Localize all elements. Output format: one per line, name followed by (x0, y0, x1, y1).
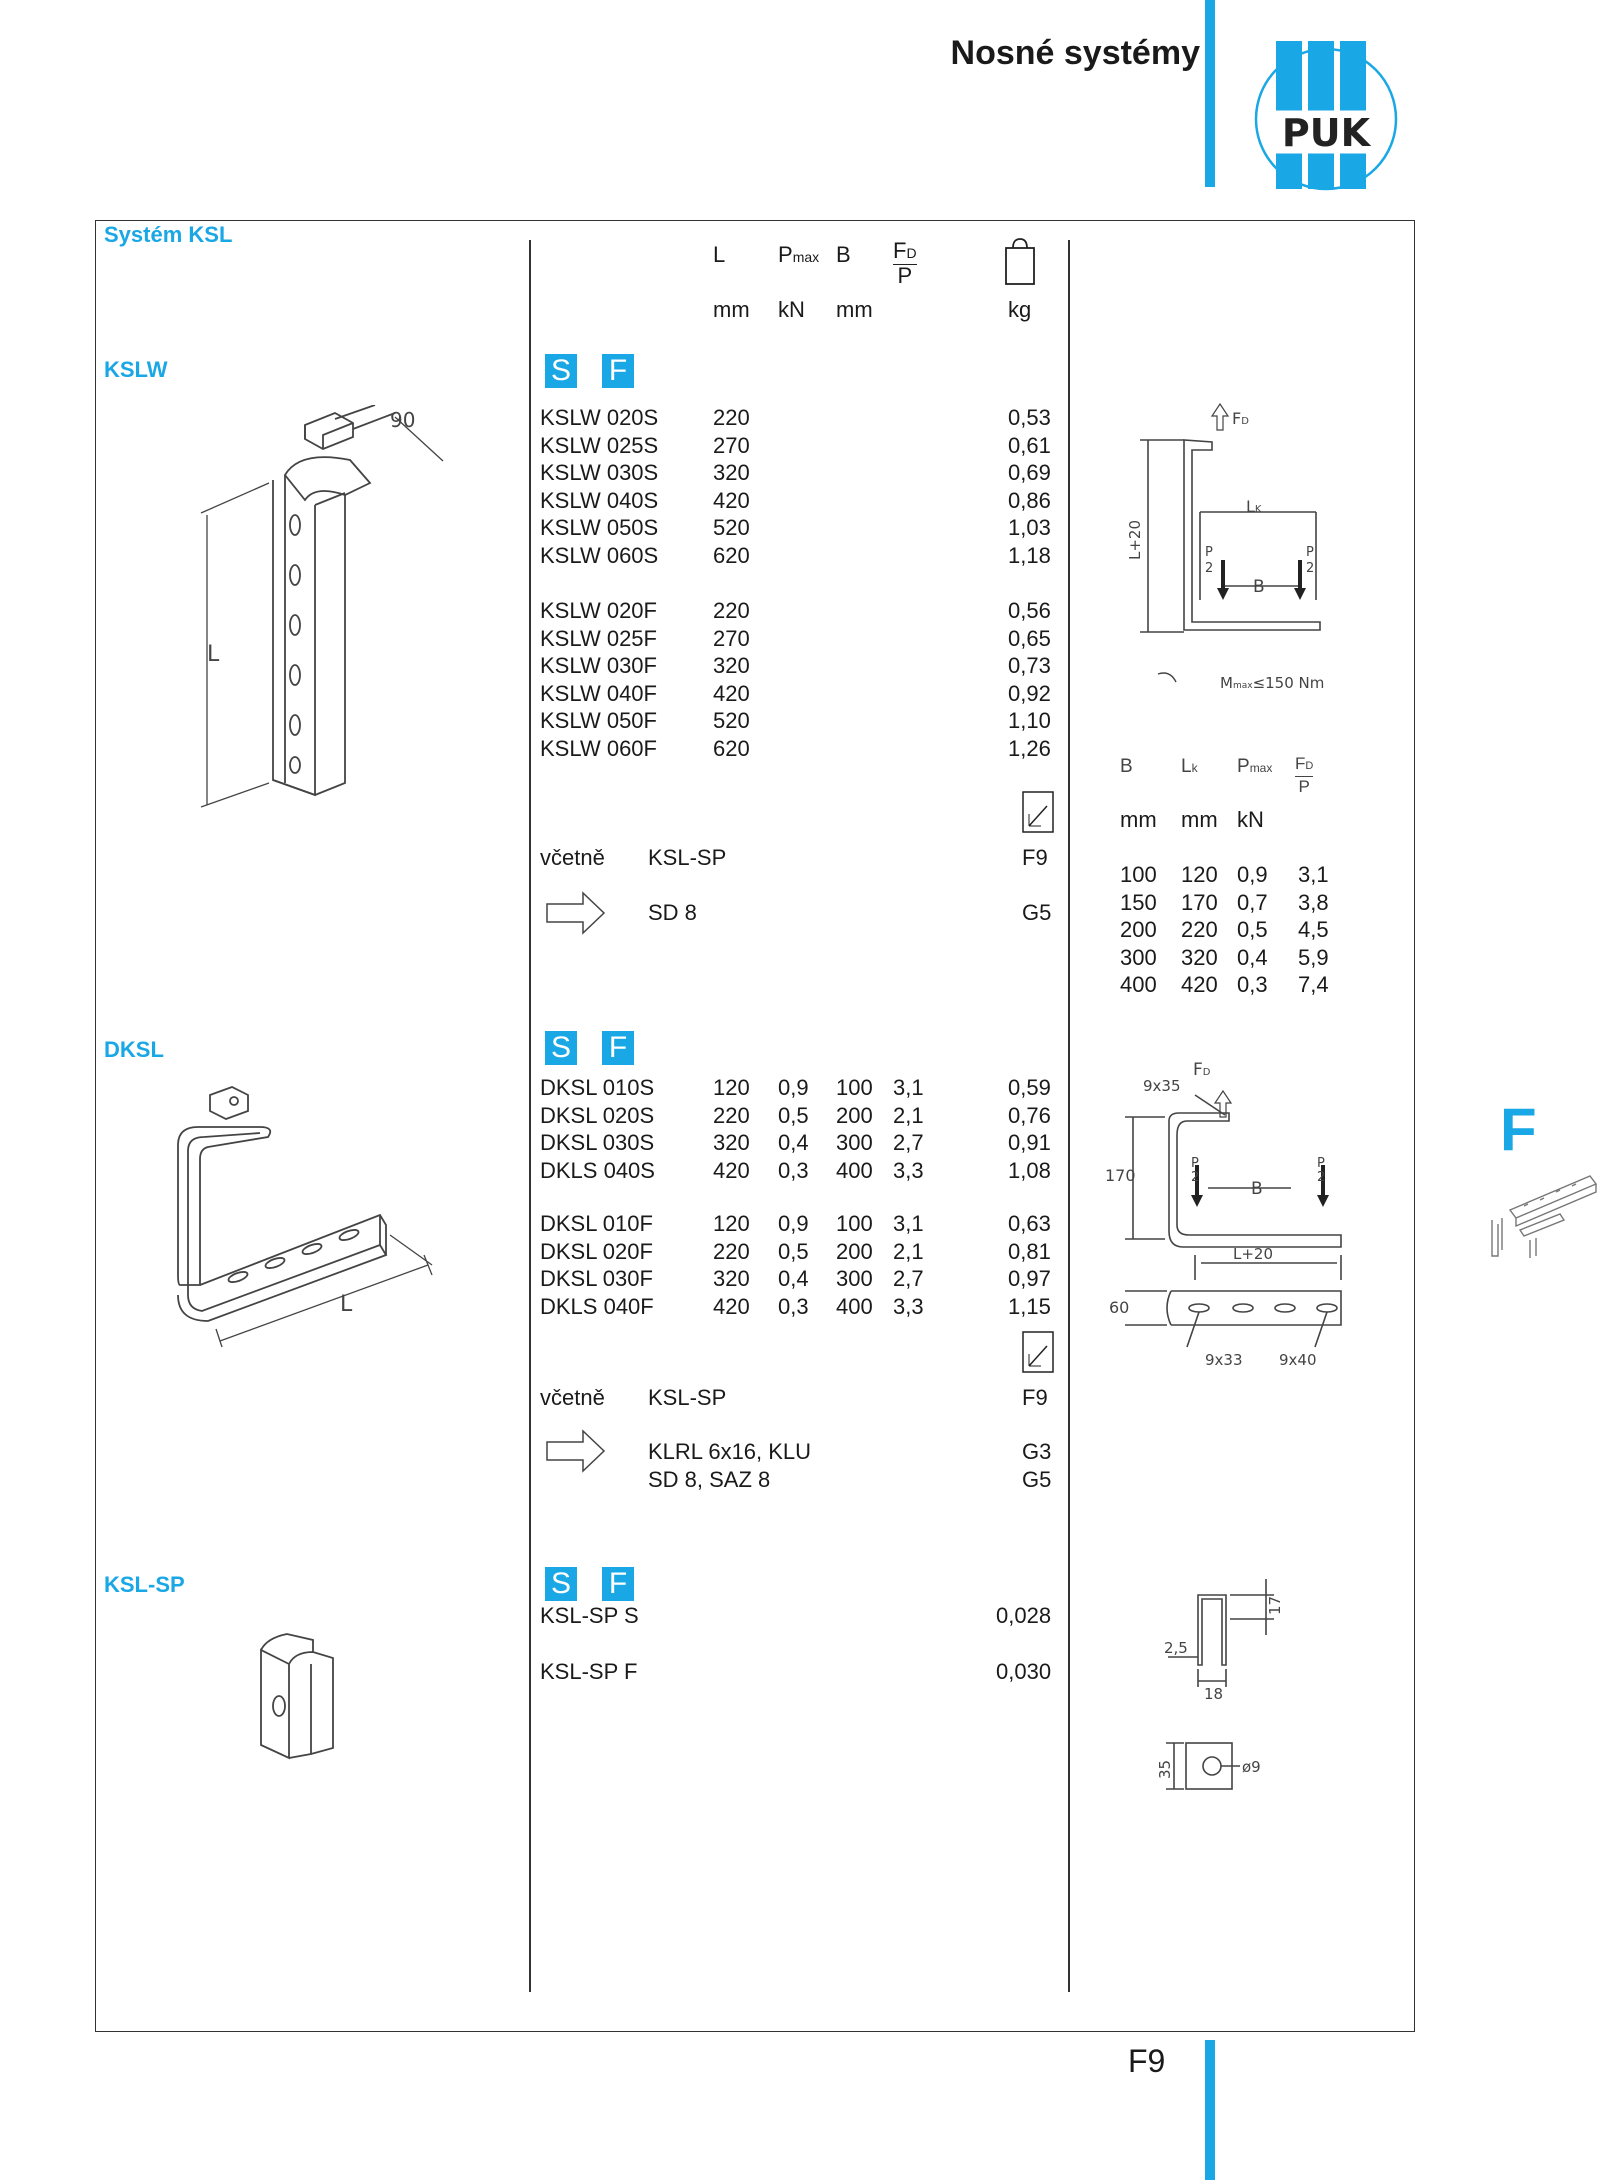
svg-text:60: 60 (1109, 1298, 1130, 1317)
table-row (540, 1211, 1060, 1239)
svg-text:ø9: ø9 (1242, 1758, 1261, 1776)
svg-text:FD: FD (1193, 1060, 1211, 1080)
cell: 3,1 (893, 1211, 924, 1236)
cell: 220 (713, 405, 750, 430)
page-number: F9 (1128, 2043, 1166, 2079)
cell: 0,81 (1008, 1238, 1051, 1264)
svg-text:B: B (1253, 577, 1265, 597)
col-L: L (713, 242, 726, 267)
load-table-unit-lk: mm (1181, 807, 1218, 832)
cell: 1,18 (1008, 542, 1051, 568)
badge-s: S (545, 1031, 577, 1065)
table-row (1120, 862, 1600, 890)
cell: 420 (713, 680, 750, 706)
section-dksl: DKSL (104, 1037, 164, 1062)
svg-text:170: 170 (1105, 1166, 1136, 1185)
table-row (540, 653, 1060, 681)
cell: 3,1 (893, 1075, 924, 1100)
table-row (540, 1075, 1060, 1103)
table-row (1120, 945, 1600, 973)
section-kslw: KSLW (104, 357, 168, 382)
kslw-load-diagram (1120, 400, 1340, 710)
cell: 0,4 (778, 1266, 809, 1291)
table-row (540, 1266, 1060, 1294)
cell: 300 (1120, 944, 1157, 970)
cell: 0,7 (1237, 889, 1268, 915)
table-row (540, 681, 1060, 709)
col-fd: FD P (893, 238, 917, 288)
column-divider-right (1068, 240, 1070, 1992)
svg-text:9x35: 9x35 (1143, 1077, 1181, 1095)
cell: 320 (713, 1130, 750, 1155)
unit-mm-b: mm (836, 297, 873, 322)
cell: KSLW 025F (540, 625, 657, 651)
svg-text:B: B (1251, 1179, 1263, 1199)
unit-kn: kN (778, 297, 805, 322)
dksl-product-drawing (160, 1085, 450, 1355)
cell: 0,92 (1008, 680, 1051, 706)
cell: 0,63 (1008, 1211, 1051, 1236)
table-row (540, 1130, 1060, 1158)
cell: 1,10 (1008, 708, 1051, 733)
cell: 420 (713, 487, 750, 513)
cell: KSLW 030F (540, 653, 657, 678)
cell: 1,15 (1008, 1293, 1051, 1319)
unit-kg: kg (1008, 297, 1032, 322)
svg-text:35: 35 (1156, 1759, 1174, 1779)
table-row (540, 515, 1060, 543)
kslw-dim-L: L (207, 642, 220, 667)
cell: 0,73 (1008, 653, 1051, 678)
cell: 150 (1120, 889, 1157, 915)
badge-f: F (602, 354, 634, 388)
kslsp-f-code: KSL-SP F (540, 1659, 638, 1684)
svg-text:2: 2 (1191, 1170, 1200, 1185)
table-row (540, 1294, 1060, 1322)
kslsp-dim-drawing (1150, 1575, 1330, 1815)
cell: 0,65 (1008, 625, 1051, 651)
cell: 0,91 (1008, 1130, 1051, 1155)
footer-accent-bar (1205, 2040, 1215, 2180)
cell: 0,76 (1008, 1102, 1051, 1128)
cell: 200 (1120, 917, 1157, 942)
cell: DKSL 020S (540, 1102, 655, 1128)
cell: 0,3 (1237, 972, 1268, 997)
puk-logo (1252, 35, 1400, 195)
kslsp-s-code: KSL-SP S (540, 1603, 639, 1628)
table-row (540, 543, 1060, 571)
svg-text:FD: FD (1232, 409, 1249, 428)
section-kslsp: KSL-SP (104, 1572, 185, 1597)
cell: 100 (1120, 862, 1157, 887)
cell: KSLW 060F (540, 735, 657, 761)
dksl-accessory-2-page: G5 (1022, 1467, 1052, 1492)
dksl-load-diagram (1105, 1055, 1355, 1385)
column-divider-left (529, 240, 531, 1992)
weight-icon (1003, 236, 1037, 288)
table-row (540, 1158, 1060, 1186)
svg-text:L+20: L+20 (1126, 519, 1144, 560)
table-row (540, 598, 1060, 626)
cell: 100 (836, 1211, 873, 1236)
table-row (540, 488, 1060, 516)
table-row (540, 626, 1060, 654)
page-ref-icon (1021, 790, 1055, 834)
cell: 0,3 (778, 1157, 809, 1183)
col-b: B (836, 242, 851, 267)
cell: 220 (1181, 917, 1218, 942)
cell: 0,9 (778, 1075, 809, 1100)
cell: 220 (713, 598, 750, 623)
unit-mm: mm (713, 297, 750, 322)
cell: 4,5 (1298, 917, 1329, 942)
cell: 0,4 (1237, 944, 1268, 970)
table-row (540, 1103, 1060, 1131)
cell: 0,5 (778, 1102, 809, 1128)
cell: KSLW 020S (540, 405, 659, 430)
arrow-icon (545, 890, 607, 936)
badge-s: S (545, 354, 577, 388)
cell: 320 (1181, 944, 1218, 970)
cell: DKLS 040S (540, 1157, 655, 1183)
kslw-includes-item: KSL-SP (648, 845, 727, 870)
cell: KSLW 060S (540, 542, 659, 568)
svg-text:LK: LK (1246, 497, 1262, 516)
cell: 0,3 (778, 1293, 809, 1319)
cell: 400 (836, 1157, 873, 1183)
cell: 520 (713, 515, 750, 540)
cell: DKSL 010F (540, 1211, 653, 1236)
dksl-includes-item: KSL-SP (648, 1385, 727, 1410)
cell: 400 (1120, 972, 1157, 997)
cell: 620 (713, 542, 750, 568)
cell: KSLW 050F (540, 708, 657, 733)
cell: 1,03 (1008, 515, 1051, 540)
svg-text:P: P (1205, 545, 1213, 560)
cell: DKSL 010S (540, 1075, 655, 1100)
dksl-dim-L: L (340, 1292, 353, 1317)
badge-f: F (602, 1567, 634, 1601)
cell: 420 (713, 1157, 750, 1183)
cell: KSLW 040F (540, 680, 657, 706)
table-row (1120, 890, 1600, 918)
cell: 0,5 (778, 1238, 809, 1264)
kslw-accessory: SD 8 (648, 900, 697, 925)
svg-text:Mmax≤150 Nm: Mmax≤150 Nm (1220, 674, 1325, 692)
kslsp-product-drawing (255, 1630, 345, 1770)
cell: 300 (836, 1130, 873, 1155)
cell: 300 (836, 1266, 873, 1291)
cell: 3,8 (1298, 889, 1329, 915)
svg-text:17: 17 (1266, 1595, 1284, 1615)
cell: 2,7 (893, 1130, 924, 1155)
cell: 420 (1181, 972, 1218, 997)
cell: KSLW 030S (540, 460, 659, 485)
cell: 320 (713, 1266, 750, 1291)
cell: 2,1 (893, 1238, 924, 1264)
table-row (1120, 917, 1600, 945)
cell: 0,86 (1008, 487, 1051, 513)
dksl-includes-page: F9 (1022, 1385, 1048, 1410)
header-accent-bar (1205, 0, 1215, 187)
dksl-accessory-2: SD 8, SAZ 8 (648, 1467, 771, 1492)
cell: 270 (713, 432, 750, 458)
load-table-head-lk: Lk (1181, 756, 1198, 777)
svg-text:2: 2 (1205, 561, 1214, 576)
cell: 0,9 (1237, 862, 1268, 887)
table-row (1120, 972, 1600, 1000)
cell: DKSL 030F (540, 1266, 653, 1291)
page-ref-icon (1021, 1330, 1055, 1374)
cell: 0,9 (778, 1211, 809, 1236)
dksl-accessory-1-page: G3 (1022, 1439, 1052, 1464)
system-title: Systém KSL (104, 222, 233, 247)
cell: DKSL 030S (540, 1130, 655, 1155)
cell: 400 (836, 1293, 873, 1319)
cell: 3,3 (893, 1293, 924, 1319)
cell: 0,61 (1008, 432, 1051, 458)
cell: KSLW 040S (540, 487, 659, 513)
kslw-dim-90: 90 (390, 408, 416, 432)
cell: 0,5 (1237, 917, 1268, 942)
svg-text:P: P (1306, 545, 1314, 560)
cell: 200 (836, 1102, 873, 1128)
svg-text:P: P (1317, 1156, 1325, 1171)
cell: DKLS 040F (540, 1293, 654, 1319)
kslw-product-drawing (185, 405, 465, 825)
cell: 3,3 (893, 1157, 924, 1183)
svg-text:2,5: 2,5 (1164, 1639, 1188, 1657)
svg-text:2: 2 (1306, 561, 1315, 576)
cell: 0,4 (778, 1130, 809, 1155)
cell: 3,1 (1298, 862, 1329, 887)
load-table-unit-b: mm (1120, 807, 1157, 832)
cell: 420 (713, 1293, 750, 1319)
dksl-includes-label: včetně (540, 1385, 605, 1410)
dksl-accessory-1: KLRL 6x16, KLU (648, 1439, 812, 1464)
kslw-includes-label: včetně (540, 845, 605, 870)
svg-text:2: 2 (1317, 1170, 1326, 1185)
col-pmax: Pmax (778, 242, 820, 267)
svg-text:9x40: 9x40 (1279, 1351, 1317, 1369)
load-table-head-b: B (1120, 756, 1133, 777)
logo-text: PUK (1281, 111, 1371, 155)
cell: 220 (713, 1102, 750, 1128)
cell: 170 (1181, 889, 1218, 915)
cell: 120 (713, 1211, 750, 1236)
cell: 520 (713, 708, 750, 733)
cell: 120 (1181, 862, 1218, 887)
side-tab-letter: F (1500, 1096, 1537, 1163)
side-tab-product-icon (1480, 1170, 1600, 1260)
arrow-icon (545, 1428, 607, 1474)
cell: 220 (713, 1238, 750, 1264)
table-row (540, 1239, 1060, 1267)
cell: KSLW 020F (540, 598, 657, 623)
cell: 0,69 (1008, 460, 1051, 485)
svg-text:9x33: 9x33 (1205, 1351, 1243, 1369)
cell: 2,1 (893, 1102, 924, 1128)
svg-text:L+20: L+20 (1233, 1245, 1274, 1263)
cell: 100 (836, 1075, 873, 1100)
cell: DKSL 020F (540, 1238, 653, 1264)
cell: 1,26 (1008, 735, 1051, 761)
cell: 200 (836, 1238, 873, 1264)
cell: 1,08 (1008, 1157, 1051, 1183)
cell: KSLW 025S (540, 432, 659, 458)
cell: 0,56 (1008, 598, 1051, 623)
cell: 0,97 (1008, 1266, 1051, 1291)
table-row (540, 708, 1060, 736)
table-row (540, 460, 1060, 488)
kslsp-s-kg: 0,028 (996, 1603, 1052, 1628)
cell: 320 (713, 653, 750, 678)
cell: 120 (713, 1075, 750, 1100)
load-table-unit-pmax: kN (1237, 807, 1264, 832)
svg-text:P: P (1191, 1156, 1199, 1171)
badge-s: S (545, 1567, 577, 1601)
load-table-head-pmax: Pmax (1237, 756, 1273, 777)
cell: 2,7 (893, 1266, 924, 1291)
cell: 270 (713, 625, 750, 651)
kslsp-f-kg: 0,030 (996, 1659, 1052, 1684)
cell: 5,9 (1298, 944, 1329, 970)
svg-text:18: 18 (1204, 1685, 1224, 1703)
cell: 0,59 (1008, 1075, 1051, 1100)
cell: 620 (713, 735, 750, 761)
table-row (540, 405, 1060, 433)
table-row (540, 433, 1060, 461)
cell: 0,53 (1008, 405, 1051, 430)
page-title: Nosné systémy (950, 34, 1200, 72)
cell: 7,4 (1298, 972, 1329, 997)
cell: KSLW 050S (540, 515, 659, 540)
kslw-includes-page: F9 (1022, 845, 1048, 870)
cell: 320 (713, 460, 750, 485)
load-table-head-fd: FD P (1295, 754, 1314, 796)
table-row (540, 736, 1060, 764)
badge-f: F (602, 1031, 634, 1065)
kslw-accessory-page: G5 (1022, 900, 1052, 925)
